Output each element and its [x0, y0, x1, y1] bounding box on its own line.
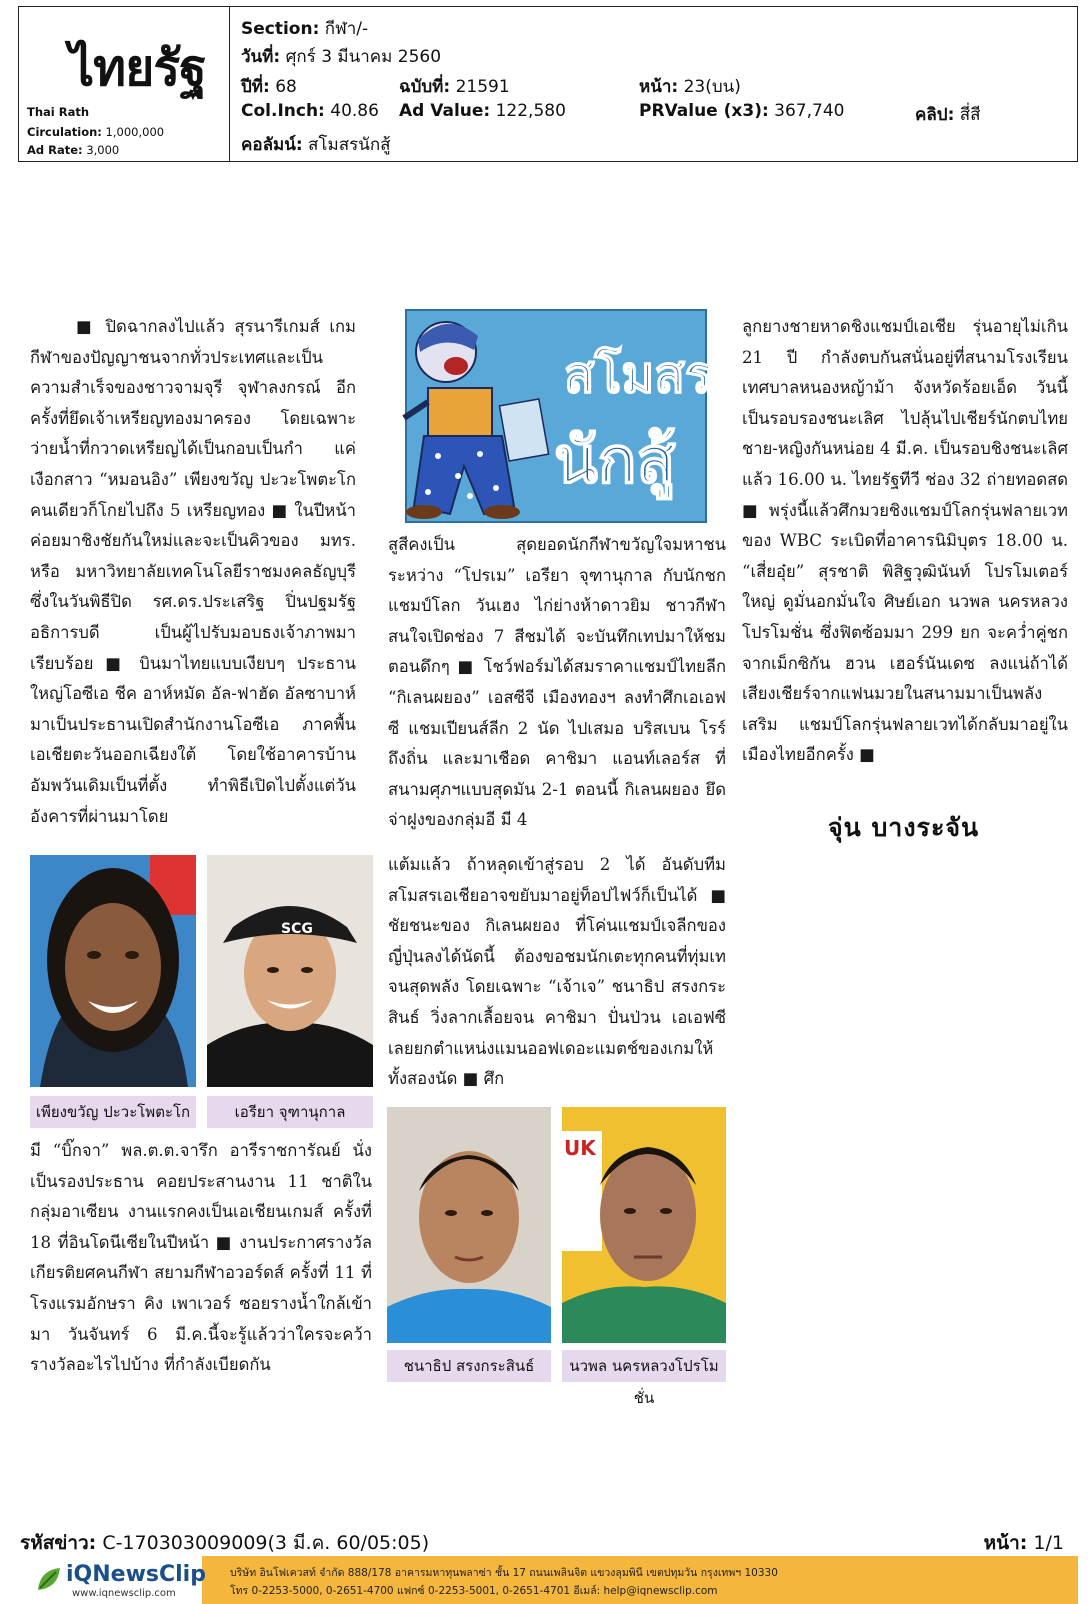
caption-nawaphon: นวพล นครหลวงโปรโมชั่น [562, 1350, 726, 1382]
clip-header [18, 6, 1078, 162]
circulation: Circulation: 1,000,000 [27, 125, 165, 139]
year-field: ปีที่: 68 [241, 77, 297, 97]
leaf-icon [34, 1564, 64, 1594]
caption-chanathip: ชนาธิป สรงกระสินธ์ [387, 1350, 551, 1382]
caption-golfer: เอรียา จุฑานุกาล [207, 1096, 373, 1128]
issue-field: ฉบับที่: 21591 [399, 77, 510, 97]
photo-swimmer [30, 855, 196, 1087]
company-address: บริษัท อินโฟเควสท์ จำกัด 888/178 อาคารมหาทุนพลาซ่า ชั้น 17 ถนนเพลินจิต แขวงลุมพินี เขตปทุมวัน กรุงเทพฯ 10330 [230, 1567, 778, 1579]
column-banner [384, 306, 726, 524]
article-column-1-bottom: มี “บิ๊กจา” พล.ต.ต.จารึก อารีราชการัณย์ นั่งเป็นรองประธาน คอยประสานงาน 11 ชาติในกลุ่มอาเซียน งานแรกคงเป็นเอเชียนเกมส์ ครั้งที่ 18 ที่อินโดนีเซียในปีหน้า ■ งานประกาศรางวัลเกียรติยศคนกีฬา สยามกีฬาอวอร์ดส์ ครั้งที่ 11 ที่โรงแรมอักษรา คิง เพาเวอร์ ซอยรางน้ำใกล้เข้ามา วันจันทร์ 6 มี.ค.นี้จะรู้แล้วว่าใครจะคว้ารางวัลอะไรไปบ้าง ที่กำลังเบียดกัน [30, 1141, 372, 1375]
thairath-logo: ไทยรัฐ [69, 38, 206, 97]
banner-title-line2: นักสู้ [554, 424, 676, 498]
byline: จุ่น บางระจัน [828, 813, 980, 842]
article-column-2-middle: แต้มแล้ว ถ้าหลุดเข้าสู่รอบ 2 ได้ อันดับทีมสโมสรเอเชียอาจขยับมาอยู่ท็อปไฟว์ก็เป็นได้ ■ ชัยชนะของ กิเลนผยอง ที่โค่นแชมป์เจลีกของญี่ปุ่นลงได้นัดนี้ ต้องขอชมนักเตะทุกคนที่ทุ่มเทจนสุดพลัง โดยเฉพาะ “เจ้าเจ” ชนาธิป สรงกระสินธ์ วิ่งลากเลื้อยจน คาชิมา ปั่นป่วน เอเอฟซี เลยยกตำแหน่งแมนออฟเดอะแมตช์ของเกมให้ทั้งสองนัด ■ ศึก [388, 855, 726, 1089]
page-counter: หน้า: 1/1 [983, 1532, 1064, 1554]
caption-swimmer: เพียงขวัญ ปะวะโพตะโก [30, 1096, 196, 1128]
iqnewsclip-logo[interactable]: iQNewsClip www.iqnewsclip.com [18, 1556, 202, 1604]
banner-title-line1: สโมสร [564, 346, 712, 404]
publication-name: Thai Rath [27, 105, 90, 119]
date-field: วันที่: ศุกร์ 3 มีนาคม 2560 [241, 47, 442, 67]
article-column-1-top: ■ ปิดฉากลงไปแล้ว สุรนารีเกมส์ เกมกีฬาของปัญญาชนจากทั่วประเทศและเป็นความสำเร็จของชาวจามจุรี จุฬาลงกรณ์ อีกครั้งที่ยึดเจ้าเหรียญทองมาครอง โดยเฉพาะว่ายน้ำที่กวาดเหรียญได้เป็นกอบเป็นกำ แค่เงือกสาว “หมอนอิง” เพียงขวัญ ปะวะโพตะโก คนเดียวก็โกยไปถึง 5 เหรียญทอง ■ ในปีหน้าค่อยมาชิงชัยกันใหม่และจะเป็นคิวของ มทร. หรือ มหาวิทยาลัยเทคโนโลยีราชมงคลธัญบุรี ซึ่งในวันพิธีปิด รศ.ดร.ประเสริฐ ปิ่นปฐมรัฐ อธิการบดี เป็นผู้ไปรับมอบธงเจ้าภาพมาเรียบร้อย ■ บินมาไทยแบบเงียบๆ ประธานใหญ่โอซีเอ ชีค อาห์หมัด อัล-ฟาฮัด อัลซาบาห์ มาเป็นประธานเปิดสำนักงานโอซีเอ ภาคพื้นเอเชียตะวันออกเฉียงใต้ โดยใช้อาคารบ้านอัมพวันเดิมเป็นที่ตั้ง ทำพิธีเปิดไปตั้งแต่วันอังคารที่ผ่านมาโดย [30, 317, 356, 826]
footer-bar [18, 1556, 1078, 1604]
company-contact: โทร 0-2253-5000, 0-2651-4700 แฟกซ์ 0-2253-5001, 0-2651-4701 อีเมล์: help@iqnewsclip.com [230, 1585, 718, 1597]
clip-metadata [231, 7, 1077, 161]
article-column-3: ลูกยางชายหาดชิงแชมป์เอเชีย รุ่นอายุไม่เกิน 21 ปี กำลังตบกันสนั่นอยู่ที่สนามโรงเรียนเทศบาลหนองหญ้าม้า จังหวัดร้อยเอ็ด วันนี้เป็นรอบรองชนะเลิศ ไปลุ้นไปเชียร์นักตบไทยชาย-หญิงกันหน่อย 4 มี.ค. เป็นรอบชิงชนะเลิศแล้ว 16.00 น. ไทยรัฐทีวี ช่อง 32 ถ่ายทอดสด ■ พรุ่งนี้แล้วศึกมวยชิงแชมป์โลกรุ่นฟลายเวทของ WBC ระเบิดที่อาคารนิมิบุตร 18.00 น. “เสี่ยอุ๋ย” สุรชาติ พิสิฐวุฒินันท์ โปรโมเตอร์ใหญ่ ดูมั่นอกมั่นใจ ศิษย์เอก นวพล นครหลวงโปรโมชั่น ซึ่งฟิตซ้อมมา 299 ยก จะคว่ำคู่ชกจากเม็กซิกัน ฮวน เฮอร์นันเดซ ลงแน่ถ้าได้เสียงเชียร์จากแฟนมวยในสนามมาเป็นพลังเสริม แชมป์โลกรุ่นฟลายเวทได้กลับมาอยู่ในเมืองไทยอีกครั้ง ■ [742, 317, 1068, 765]
photo-nawaphon [562, 1107, 726, 1343]
photo-golfer [207, 855, 373, 1087]
shirt-text: UK [564, 1136, 596, 1160]
news-code: รหัสข่าว: C-170303009009(3 มี.ค. 60/05:05) [20, 1532, 430, 1554]
cap-logo-text: SCG [281, 921, 313, 937]
ad-rate: Ad Rate: 3,000 [27, 143, 120, 157]
pr-value-field: PRValue (x3): 367,740 [639, 101, 845, 121]
clip-field: คลิป: สี่สี [915, 105, 981, 125]
article-column-2-top: สูสีคงเป็น สุดยอดนักกีฬาขวัญใจมหาชน ระหว่าง “โปรเม” เอรียา จุฑานุกาล กับนักชกแชมป์โลก วันเฮง ไก่ย่างห้าดาวยิม ชาวกีฬาสนใจเปิดช่อง 7 สีชมได้ จะบันทึกเทปมาให้ชมตอนดึกๆ ■ โชว์ฟอร์มได้สมราคาแชมป์ไทยลีก “กิเลนผยอง” เอสซีจี เมืองทองฯ ลงทำศึกเอเอฟซี แชมเปียนส์ลีก 2 นัด ไปเสมอ บริสเบน โรร์ ถึงถิ่น และมาเชือด คาชิมา แอนท์เลอร์ส ที่สนามศุภฯแบบสุดมัน 2-1 ตอนนี้ กิเลนผยอง ยึดจ่าฝูงของกลุ่มอี มี 4 [388, 535, 726, 830]
masthead [19, 7, 230, 161]
section-field: Section: กีฬา/- [241, 19, 369, 39]
page-field: หน้า: 23(บน) [639, 77, 741, 97]
photo-chanathip [387, 1107, 551, 1343]
col-inch-field: Col.Inch: 40.86 [241, 101, 379, 121]
ad-value-field: Ad Value: 122,580 [399, 101, 566, 121]
column-field: คอลัมน์: สโมสรนักสู้ [241, 135, 391, 155]
